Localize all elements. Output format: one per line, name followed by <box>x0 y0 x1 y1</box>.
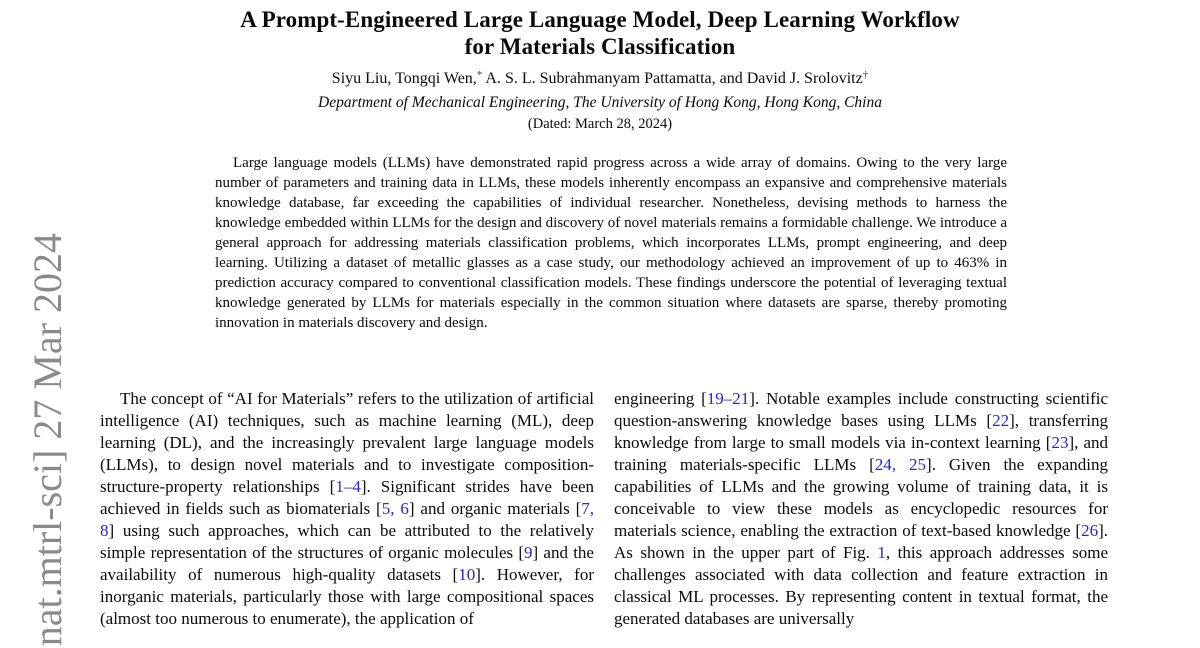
continued-paragraph <box>614 388 1108 630</box>
body-columns <box>100 388 1108 648</box>
arxiv-watermark-text: nat.mtrl-sci] 27 Mar 2024 <box>25 233 70 647</box>
body-column-right <box>614 388 1108 648</box>
body-column-left <box>100 388 594 648</box>
text-run: ]. Given the expanding capabilities of LLMs and the growing volume of training data, it is conceivable to view these models as encyclopedic resources for materials science, enabling the extraction of text-based knowledge [ <box>614 455 1108 540</box>
paper-title-line-2: for Materials Classification <box>464 34 736 59</box>
text-run: ], and training materials-specific LLMs [ <box>614 433 1108 474</box>
citation-link[interactable]: 10 <box>458 565 476 584</box>
footnote-dagger-link[interactable]: † <box>862 69 869 81</box>
citation-link[interactable]: 24, 25 <box>874 455 927 474</box>
author-names-first: Siyu Liu, Tongqi Wen, <box>331 70 477 87</box>
authors-line <box>0 69 1200 90</box>
text-run: engineering [ <box>614 389 707 408</box>
citation-link[interactable]: 19–21 <box>706 389 750 408</box>
footnote-asterisk-link[interactable]: * <box>476 69 483 81</box>
text-run: ]. Notable examples include constructing scientific question-answering knowledge bases using LLMs [ <box>614 389 1108 430</box>
text-run: The concept of “AI for Materials” refers to the utilization of artificial intelligence (AI) techniques, such as machine learning (ML), deep learning (DL), and the increasingly prevalent large language models (LLMs), to design novel materials and to investigate composition-structure-property relationships [ <box>100 389 594 496</box>
date-line: (Dated: March 28, 2024) <box>527 116 673 132</box>
citation-link[interactable]: 22 <box>992 411 1010 430</box>
affiliation-line: Department of Mechanical Engineering, The University of Hong Kong, Hong Kong, China <box>318 94 882 111</box>
text-run: ]. Significant strides have been achieved in fields such as biomaterials [ <box>100 477 595 518</box>
author-names-rest: A. S. L. Subrahmanyam Pattamatta, and David J. Srolovitz <box>482 70 863 87</box>
text-run: ] and organic materials [ <box>408 499 582 518</box>
paper-header <box>0 6 1200 133</box>
citation-link[interactable]: 7, 8 <box>100 499 594 540</box>
intro-paragraph <box>100 388 594 630</box>
citation-link[interactable]: 26 <box>1081 521 1099 540</box>
text-run: , this approach addresses some challenges associated with data collection and feature extraction in classical ML processes. By representing content in textual format, the generated databases are universally <box>614 543 1108 628</box>
text-run: ]. As shown in the upper part of Fig. <box>614 521 1108 562</box>
abstract-paragraph: Large language models (LLMs) have demonstrated rapid progress across a wide array of domains. Owing to the very large number of parameters and training data in LLMs, these models inherently encompass an expansive and comprehensive materials knowledge database, far exceeding the capabilities of individual researcher. Nonetheless, devising methods to harness the knowledge embedded within LLMs for the design and discovery of novel materials remains a formidable challenge. We introduce a general approach for addressing materials classification problems, which incorporates LLMs, prompt engineering, and deep learning. Utilizing a dataset of metallic glasses as a case study, our methodology achieved an improvement of up to 463% in prediction accuracy compared to conventional classification models. These findings underscore the potential of leveraging textual knowledge generated by LLMs for materials especially in the common situation where datasets are sparse, thereby promoting innovation in materials discovery and design. <box>215 155 1007 331</box>
citation-link[interactable]: 23 <box>1051 433 1069 452</box>
arxiv-watermark <box>24 233 82 648</box>
text-run: ]. However, for inorganic materials, particularly those with large compositional spaces (almost too numerous to enumerate), the application of <box>100 565 594 628</box>
citation-link[interactable]: 1–4 <box>335 477 361 496</box>
citation-link[interactable]: 5, 6 <box>381 499 409 518</box>
citation-link[interactable]: 9 <box>524 543 533 562</box>
paper-title-line-1: A Prompt-Engineered Large Language Model, Deep Learning Workflow <box>240 7 960 32</box>
text-run: ] and the availability of numerous high-quality datasets [ <box>100 543 594 584</box>
text-run: ] using such approaches, which can be attributed to the relatively simple representation of the structures of organic molecules [ <box>100 521 594 562</box>
citation-link[interactable]: 1 <box>877 543 886 562</box>
text-run: ], transferring knowledge from large to small models via in-context learning [ <box>614 411 1108 452</box>
